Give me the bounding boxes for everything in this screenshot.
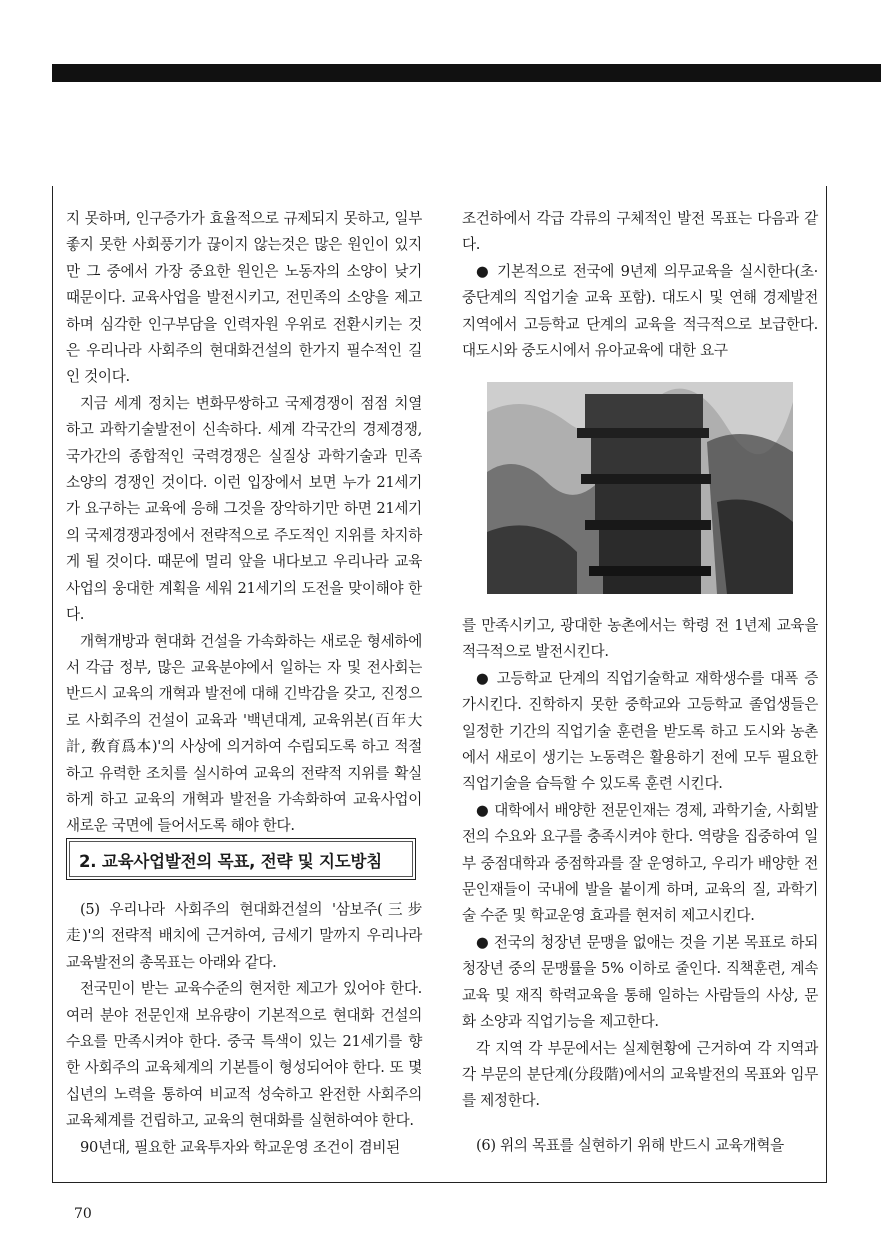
left-column-bottom (66, 897, 422, 1161)
paragraph: 지 못하며, 인구증가가 효율적으로 규제되지 못하고, 일부 좋지 못한 사회풍기가 끊이지 않는것은 많은 원인이 있지만 그 중에서 가장 중요한 원인은 노동자의 소양이 낮기 때문이다. 교육사업을 발전시키고, 전민족의 소양을 제고하며 심각한 인구부담을 인력자원 우위로 전환시키는 것은 우리나라 사회주의 현대화건설의 한가지 필수적인 길인 것이다. (66, 210, 422, 386)
section-heading: 2. 교육사업발전의 목표, 전략 및 지도방침 (79, 852, 382, 871)
paragraph: 전국민이 받는 교육수준의 현저한 제고가 있어야 한다. 여러 분야 전문인재 보유량이 기본적으로 현대화 건설의 수요를 만족시켜야 한다. 중국 특색이 있는 21세기를 향한 사회주의 교육체계의 기본틀이 형성되어야 한다. 또 몇십년의 노력을 통하여 비교적 성숙하고 완전한 사회주의 교육체계를 건립하고, 교육의 현대화를 실현하여야 한다. (66, 980, 422, 1130)
paragraph: ● 기본적으로 전국에 9년제 의무교육을 실시한다(초·중단계의 직업기술 교육 포함). 대도시 및 연해 경제발전 지역에서 고등학교 단계의 교육을 적극적으로 보급한다. 대도시와 중도시에서 유아교육에 대한 요구 (462, 262, 818, 360)
paragraph: (5) 우리나라 사회주의 현대화건설의 '삼보주(三步走)'의 전략적 배치에 근거하여, 금세기 말까지 우리나라 교육발전의 총목표는 아래와 같다. (66, 901, 422, 971)
paragraph: (6) 위의 목표를 실현하기 위해 반드시 교육개혁을 (476, 1137, 784, 1154)
right-column-top (462, 206, 818, 364)
right-column-bottom (462, 1133, 818, 1159)
paragraph: ● 고등학교 단계의 직업기술학교 재학생수를 대폭 증가시킨다. 진학하지 못한 중학교와 고등학교 졸업생들은 일정한 기간의 직업기술 훈련을 받도록 하고 도시와 농촌에서 새로이 생기는 노동력은 활용하기 전에 모두 필요한 직업기술을 습득할 수 있도록 훈련 시킨다. (462, 669, 818, 793)
paragraph: 조건하에서 각급 각류의 구체적인 발전 목표는 다음과 같다. (462, 210, 818, 254)
paragraph: ● 대학에서 배양한 전문인재는 경제, 과학기술, 사회발전의 수요와 요구를 충족시켜야 한다. 역량을 집중하여 일부 중점대학과 중점학과를 잘 운영하고, 우리가 배양한 전문인재들이 국내에 발을 붙이게 하며, 교육의 질, 과학기술 수준 및 학교운영 효과를 현저히 제고시킨다. (462, 801, 818, 925)
header-rule (52, 64, 881, 82)
paragraph: 90년대, 필요한 교육투자와 학교운영 조건이 겸비된 (80, 1138, 400, 1156)
right-column-middle (462, 613, 818, 1115)
paragraph: 지금 세계 정치는 변화무쌍하고 국제경쟁이 점점 치열하고 과학기술발전이 신속하다. 세계 각국간의 경제경쟁, 국가간의 종합적인 국력경쟁은 실질상 과학기술과 민족 소양의 경쟁인 것이다. 이런 입장에서 보면 누가 21세기가 요구하는 교육에 응해 그것을 장악하기만 하면 21세기의 국제경쟁과정에서 전략적으로 주도적인 지위를 차지하게 될 것이다. 때문에 멀리 앞을 내다보고 우리나라 교육사업의 웅대한 계획을 세워 21세기의 도전을 맞이해야 한다. (66, 394, 422, 624)
paragraph: 각 지역 각 부문에서는 실제현황에 근거하여 각 지역과 각 부문의 분단계(分段階)에서의 교육발전의 목표와 임무를 제정한다. (462, 1039, 818, 1110)
section-heading-box (66, 838, 416, 880)
paragraph: ● 전국의 청장년 문맹을 없애는 것을 기본 목표로 하되 청장년 중의 문맹률을 5% 이하로 줄인다. 직책훈련, 계속교육 및 재직 학력교육을 통해 일하는 사람들의 사상, 문화 소양과 직업기능을 제고한다. (462, 933, 818, 1031)
left-column-top (66, 206, 422, 840)
paragraph: 개혁개방과 현대화 건설을 가속화하는 새로운 형세하에서 각급 정부, 많은 교육분야에서 일하는 자 및 전사회는 반드시 교육의 개혁과 발전에 대해 긴박감을 갖고, 진정으로 사회주의 건설이 교육과 '백년대계, 교육위본(百年大計, 敎育爲本)'의 사상에 의거하여 수립되도록 하고 적절하고 유력한 조치를 실시하여 교육의 전략적 지위를 확실하게 하고 교육의 개혁과 발전을 가속화하여 교육사업이 새로운 국면에 들어서도록 해야 한다. (66, 632, 422, 835)
pagoda-image (487, 382, 793, 594)
pagoda-photo (487, 382, 793, 594)
paragraph: 를 만족시키고, 광대한 농촌에서는 학령 전 1년제 교육을 적극적으로 발전시킨다. (462, 617, 818, 661)
page-number: 70 (74, 1206, 92, 1222)
